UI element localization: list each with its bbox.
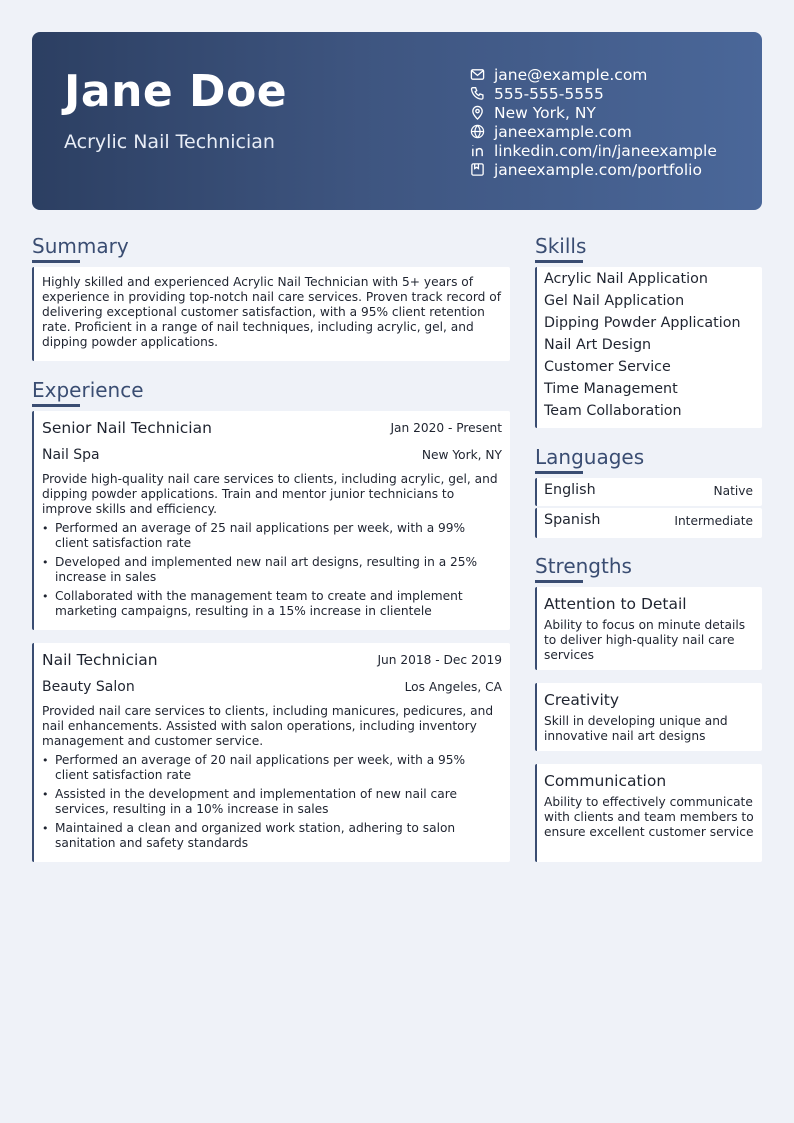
job-description: Provide high-quality nail care services to clients, including acrylic, gel, and dipping powder applications. Train and mentor junior technicians to improve skills and efficiency. <box>42 472 498 516</box>
job-dates: Jun 2018 - Dec 2019 <box>377 653 502 667</box>
job-bullet: • Developed and implemented new nail art designs, resulting in a 25% increase in sales <box>42 555 502 585</box>
job-dates: Jan 2020 - Present <box>390 421 502 435</box>
strength-description: Ability to focus on minute details to deliver high-quality nail care services <box>544 618 746 662</box>
skill-item: Time Management <box>544 381 678 397</box>
language-name: Spanish <box>544 512 601 528</box>
skill-item: Customer Service <box>544 359 671 375</box>
job-title: Senior Nail Technician <box>42 419 212 437</box>
contact-portfolio-text: janeexample.com/portfolio <box>494 160 702 179</box>
globe-icon <box>470 124 485 139</box>
job-bullet: • Assisted in the development and implementation of new nail care services, resulting in a 10% increase in sales <box>42 787 502 817</box>
skill-item: Acrylic Nail Application <box>544 271 708 287</box>
job-title: Nail Technician <box>42 651 158 669</box>
skills-heading: Skills <box>535 234 587 258</box>
portfolio-icon <box>470 162 485 177</box>
contact-location-text: New York, NY <box>494 103 596 122</box>
contact-linkedin-text: linkedin.com/in/janeexample <box>494 141 717 160</box>
contact-phone-text: 555-555-5555 <box>494 84 604 103</box>
skill-item: Gel Nail Application <box>544 293 685 309</box>
resume-header <box>32 32 762 210</box>
contact-email[interactable] <box>470 65 760 84</box>
skills-heading-underline <box>535 260 583 263</box>
contact-email-text: jane@example.com <box>494 65 648 84</box>
job-company: Beauty Salon <box>42 679 135 695</box>
skill-item: Nail Art Design <box>544 337 652 353</box>
experience-heading-underline <box>32 404 80 407</box>
strength-description: Ability to effectively communicate with clients and team members to ensure excellent customer service <box>544 795 754 839</box>
job-company: Nail Spa <box>42 447 100 463</box>
languages-heading-underline <box>535 471 583 474</box>
location-pin-icon <box>470 105 485 120</box>
candidate-title: Acrylic Nail Technician <box>64 131 275 153</box>
linkedin-icon <box>470 143 485 158</box>
contact-linkedin[interactable] <box>470 141 760 160</box>
strength-description: Skill in developing unique and innovative nail art designs <box>544 714 728 743</box>
contact-website[interactable] <box>470 122 760 141</box>
job-description: Provided nail care services to clients, including manicures, pedicures, and nail enhancements. Assisted with salon operations, including inventory management and customer service. <box>42 704 494 748</box>
contact-phone[interactable] <box>470 84 760 103</box>
experience-heading: Experience <box>32 378 144 402</box>
job-location: New York, NY <box>421 448 502 462</box>
skill-item: Dipping Powder Application <box>544 315 741 331</box>
strength-title: Attention to Detail <box>544 595 687 613</box>
strengths-heading-underline <box>535 580 583 583</box>
language-level: Intermediate <box>674 514 753 528</box>
language-name: English <box>544 482 596 498</box>
job-bullet: • Performed an average of 25 nail applications per week, with a 99% client satisfaction rate <box>42 521 502 551</box>
job-bullet: • Collaborated with the management team to create and implement marketing campaigns, resulting in a 15% increase in clientele <box>42 589 502 619</box>
summary-heading: Summary <box>32 234 129 258</box>
language-level: Native <box>713 484 753 498</box>
languages-heading: Languages <box>535 445 645 469</box>
summary-text: Highly skilled and experienced Acrylic Nail Technician with 5+ years of experience in providing top-notch nail care services. Proven track record of delivering exceptional customer satisfaction, with a 95% client retention rate. Proficient in a range of nail techniques, including acrylic, gel, and dipping powder applications. <box>42 275 501 349</box>
contact-portfolio[interactable] <box>470 160 760 179</box>
contact-location <box>470 103 760 122</box>
job-bullet-list <box>42 753 502 855</box>
contact-list <box>470 65 760 179</box>
job-location: Los Angeles, CA <box>404 680 502 694</box>
candidate-name: Jane Doe <box>64 66 288 117</box>
job-bullet: • Performed an average of 20 nail applications per week, with a 95% client satisfaction rate <box>42 753 502 783</box>
phone-icon <box>470 86 485 101</box>
job-bullet-list <box>42 521 502 623</box>
contact-website-text: janeexample.com <box>494 122 632 141</box>
summary-heading-underline <box>32 260 80 263</box>
strength-title: Creativity <box>544 691 620 709</box>
strengths-heading: Strengths <box>535 554 632 578</box>
skill-item: Team Collaboration <box>544 403 682 419</box>
job-bullet: • Maintained a clean and organized work station, adhering to salon sanitation and safety standards <box>42 821 502 851</box>
mail-icon <box>470 67 485 82</box>
strength-title: Communication <box>544 772 667 790</box>
